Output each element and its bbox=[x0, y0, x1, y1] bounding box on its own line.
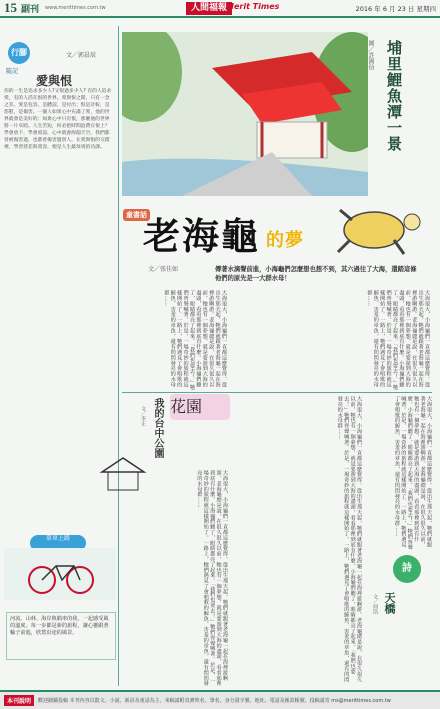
bike-badge: 單車上路 bbox=[30, 535, 86, 551]
turtle-illustration bbox=[330, 196, 422, 262]
column-title: 愛與恨 bbox=[36, 74, 73, 88]
footer-text: 歡迎踴躍投稿 本刊內容以散文、小說、新詩及童話為主，來稿請附真實姓名、筆名、身分證字號、地址、電話及匯款帳號，投稿請寄 ms@merittimes.com.tw bbox=[38, 698, 391, 704]
story-body-left: 大海很大，小海龜們一直都這麼覺得。從出生那天起，牠們就跟著老海龜一起在海裡游啊游。老海龜總是說，在很久很久以前，牠也有一個夢想，就是要游到大海的盡頭，看看那裡到底有什麼。小海龜們聽了，眼睛都亮了起來。「我們也要去！」牠們齊聲喊著。於是，一場奇妙的旅程就這樣開始了。一路上，牠們遇見了會唱歌的鯨魚、害羞的章魚，還有閃閃發亮的水母群…… bbox=[163, 290, 227, 390]
story-divider bbox=[122, 392, 432, 393]
masthead-logo: 人間福報 bbox=[186, 2, 232, 15]
pavilion-sketch bbox=[98, 452, 148, 502]
garden-title: 我的台中公園 bbox=[152, 398, 163, 458]
pavilion-painting bbox=[122, 32, 368, 196]
feature-title: 埔里鯉魚潭一景 bbox=[385, 40, 403, 152]
issue-date: 2016 年 6 月 23 日 星期四 bbox=[355, 5, 436, 13]
right-body: 大海很大，小海龜們一直都這麼覺得。從出生那天起，牠們就跟著老海龜一起在海裡游啊游。老海龜總是說，在很久很久以前，牠也有一個夢想，就是要游到大海的盡頭，看看那裡到底有什麼。小海龜們聽了，眼睛都亮了起來。「我們也要去！」牠們齊聲喊著。於是，一場奇妙的旅程就這樣開始了。一路上，牠們遇見了會唱歌的鯨魚、害羞的章魚，還有閃閃發亮的水母群…… bbox=[393, 396, 432, 550]
column-badge: 行腳 bbox=[8, 42, 30, 64]
garden-author: 文／李正 bbox=[140, 406, 146, 426]
column-divider bbox=[118, 26, 119, 686]
section-name: 副刊 bbox=[21, 4, 40, 15]
turtle-icon bbox=[330, 196, 422, 258]
pavilion-icon bbox=[98, 452, 148, 498]
site-url[interactable]: www.merittimes.com.tw bbox=[45, 5, 106, 11]
garden-body-lower: 大海很大，小海龜們一直都這麼覺得。從出生那天起，牠們就跟著老海龜一起在海裡游啊游。老海龜總是說，在很久很久以前，牠也有一個夢想，就是要游到大海的盡頭，看看那裡到底有什麼。小海龜們聽了，眼睛都亮了起來。「我們也要去！」牠們齊聲喊著。於是，一場奇妙的旅程就這樣開始了。一路上，牠們遇見了會唱歌的鯨魚、害羞的章魚，還有閃閃發亮的水母群…… bbox=[196, 470, 228, 686]
boxed-poem: 河流、山林、海岸與騎車的我，一起感受風的溫度。每一步都是新的旅程，讓心靈跟著輪子前進，欣賞沿途的風景。 bbox=[6, 612, 116, 660]
feature-author: 圖／許國信 bbox=[367, 40, 374, 70]
column-author: 文／郭晨辰 bbox=[66, 52, 97, 59]
story-body-top: 大海很大，小海龜們一直都這麼覺得。從出生那天起，牠們就跟著老海龜一起在海裡游啊游。老海龜總是說，在很久很久以前，牠也有一個夢想，就是要游到大海的盡頭，看看那裡到底有什麼。小海龜們聽了，眼睛都亮了起來。「我們也要去！」牠們齊聲喊著。於是，一場奇妙的旅程就這樣開始了。一路上，牠們遇見了會唱歌的鯨魚、害羞的章魚，還有閃閃發亮的水母群…… bbox=[366, 290, 430, 390]
garden-badge: 花園 bbox=[170, 394, 230, 420]
garden-body: 大海很大，小海龜們一直都這麼覺得。從出生那天起，牠們就跟著老海龜一起在海裡游啊游。老海龜總是說，在很久很久以前，牠也有一個夢想，就是要游到大海的盡頭，看看那裡到底有什麼。小海龜們聽了，眼睛都亮了起來。「我們也要去！」牠們齊聲喊著。於是，一場奇妙的旅程就這樣開始了。一路上，牠們遇見了會唱歌的鯨魚、害羞的章魚，還有閃閃發亮的水母群…… bbox=[336, 396, 362, 683]
story-tag: 童書話 bbox=[123, 209, 150, 221]
poem-badge: 詩 bbox=[393, 555, 421, 583]
story-title: 老海龜 bbox=[143, 214, 260, 258]
column-body: 你的一生是追求多少人?又恨過多少人? 有的人追求愛，有的人活在恨的世界。愛與恨之間，只有一念之差。愛是包容，是體諒，是付出；恨是計較，是怨懟，是傷害。一個人如果心中充滿了愛，他的世界就會是美好的；如果心中只有恨，那麼他的世界將一片灰暗。人生苦短，何必把時間浪費在恨上？學會放下，學會原諒，心中就會海闊天空。我們都曾被傷害過，也都曾傷害過別人。在愛與恨的交錯裡，學習慈悲與寬容，便是人生最珍貴的功課。 bbox=[4, 89, 112, 150]
masthead-english: Merit Times bbox=[226, 2, 280, 11]
bike-illustration bbox=[4, 548, 116, 600]
story-title-suffix: 的夢 bbox=[266, 230, 304, 251]
poem-author: 文／何浩 bbox=[372, 594, 378, 614]
poem-title: 天橋 bbox=[383, 592, 396, 614]
bicycle-icon bbox=[4, 548, 116, 600]
column-category: 隨記 bbox=[6, 68, 19, 75]
footer-label: 本刊說明 bbox=[4, 695, 34, 706]
feature-illustration bbox=[122, 32, 368, 196]
story-intro: 傳著水滴聲前進，小海龜們怎麼想也想不到，其六過往了大海，還踏這條他們的原先是一大群水母！ bbox=[215, 266, 417, 282]
page-number: 15 bbox=[4, 0, 17, 15]
page-footer bbox=[0, 690, 440, 709]
story-byline: 文／張佳如 bbox=[148, 266, 179, 273]
